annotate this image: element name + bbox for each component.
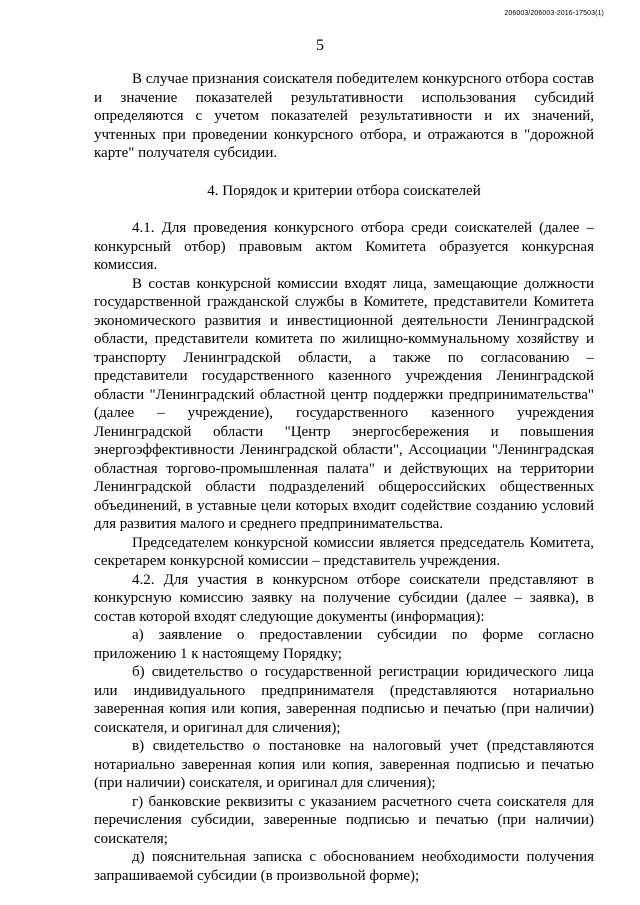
list-item-d: д) пояснительная записка с обоснованием необходимости получения запрашиваемой субсидии (в произвольной форме); (94, 849, 594, 884)
paragraph-4-2: 4.2. Для участия в конкурсном отборе соискатели представляют в конкурсную комиссию заявку на получение субсидии (далее – заявка), в состав которой входят следующие документы (информация): (94, 571, 594, 625)
paragraph-4-1: 4.1. Для проведения конкурсного отбора среди соискателей (далее – конкурсный отбор) правовым актом Комитета образуется конкурсная комиссия. (94, 220, 594, 273)
paragraph-chair: Председателем конкурсной комиссии является председатель Комитета, секретарем конкурсной комиссии – представитель учреждения. (94, 534, 594, 569)
document-body (94, 70, 594, 885)
paragraph-commission-members: В состав конкурсной комиссии входят лица, замещающие должности государственной гражданской службы в Комитете, представители Комитета экономического развития и инвестиционной деятельности Ленинградской области, представители комитета по жилищно-коммунальному хозяйству и транспорту Ленинградской области, а также по согласованию – представители государственного казенного учреждения Ленинградской области "Ленинградский областной центр поддержки предпринимательства" (далее – учреждение), государственного казенного учреждения Ленинградской области "Центр энергосбережения и повышения энергоэффективности Ленинградской области", Ассоциации "Ленинградская областная торгово-промышленная палата" и действующих на территории Ленинградской области подразделений общероссийских общественных объединений, в уставные цели которых входит содействие созданию условий для развития малого и среднего предпринимательства. (94, 275, 594, 532)
paragraph-results: В случае признания соискателя победителем конкурсного отбора состав и значение показателей результативности использования субсидий определяются с учетом показателей результативности и их значений, учтенных при проведении конкурсного отбора, и отражаются в "дорожной карте" получателя субсидии. (94, 71, 594, 161)
list-item-a: а) заявление о предоставлении субсидии по форме согласно приложению 1 к настоящему Порядку; (94, 627, 594, 662)
list-item-g: г) банковские реквизиты с указанием расчетного счета соискателя для перечисления субсидии, заверенные подписью и печатью (при наличии) соискателя; (94, 793, 594, 847)
section-heading: 4. Порядок и критерии отбора соискателей (207, 182, 481, 199)
page-number: 5 (316, 37, 324, 54)
list-item-v: в) свидетельство о постановке на налоговый учет (представляются нотариально заверенная копия или копия, заверенная подписью и печатью (при наличии) соискателя, и оригинал для сличения); (94, 738, 594, 791)
list-item-b: б) свидетельство о государственной регистрации юридического лица или индивидуального предпринимателя (представляются нотариально заверенная копия или копия, заверенная подписью и печатью (при наличии) соискателя, и оригинал для сличения); (94, 664, 594, 736)
document-id: 206003/206003-2016-17503(1) (504, 10, 604, 17)
